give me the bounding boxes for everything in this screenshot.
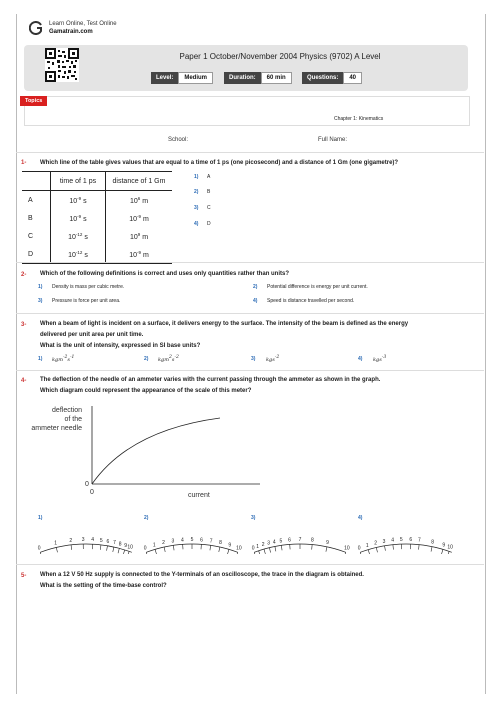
question-number: 3- bbox=[21, 322, 27, 328]
unit: m bbox=[140, 233, 149, 241]
option-number[interactable]: 2) bbox=[144, 356, 149, 362]
scale-label: 7 bbox=[417, 537, 421, 544]
questions-value: 40 bbox=[343, 72, 362, 84]
scale-label: 2 bbox=[261, 542, 265, 549]
qr-code-icon bbox=[45, 48, 79, 82]
table-row bbox=[22, 209, 172, 227]
duration-badge bbox=[224, 72, 292, 84]
table-row bbox=[22, 227, 172, 245]
graph-ylabel: deflection bbox=[52, 407, 82, 414]
base: 10 bbox=[129, 215, 137, 223]
option-number[interactable]: 3) bbox=[38, 298, 43, 304]
scale-label: 6 bbox=[106, 538, 110, 545]
row-letter: B bbox=[28, 214, 33, 222]
exponent: -9 bbox=[77, 195, 82, 201]
meter-scale-option-2[interactable] bbox=[142, 524, 242, 554]
base: 10 bbox=[69, 215, 78, 223]
site-text bbox=[49, 20, 117, 36]
exponent: -12 bbox=[75, 231, 83, 237]
scale-tick bbox=[155, 549, 156, 554]
scale-tick bbox=[118, 548, 119, 553]
questions-badge bbox=[302, 72, 362, 84]
graph-origin-y: 0 bbox=[85, 481, 89, 488]
option-text[interactable]: B bbox=[207, 189, 211, 195]
unit: s bbox=[82, 251, 88, 259]
time-cell bbox=[51, 191, 106, 210]
exponent: -3 bbox=[381, 355, 387, 360]
exponent: 2 bbox=[168, 355, 172, 360]
level-label: Level: bbox=[151, 72, 178, 84]
option-number[interactable]: 2) bbox=[144, 515, 149, 521]
exponent: -9 bbox=[137, 213, 142, 219]
topics-tag[interactable]: Topics bbox=[20, 96, 47, 106]
question-text: delivered per unit area per unit time. bbox=[40, 332, 144, 338]
scale-tick bbox=[164, 547, 165, 552]
scale-label: 3 bbox=[81, 537, 85, 544]
scale-tick bbox=[173, 545, 174, 550]
unit-base: kgm bbox=[158, 357, 169, 363]
full-name-label: Full Name: bbox=[318, 137, 348, 143]
scale-tick bbox=[123, 550, 124, 554]
option-text[interactable]: A bbox=[207, 174, 211, 180]
question-text: Which diagram could represent the appearance of the scale of this meter? bbox=[40, 388, 252, 394]
scale-label: 6 bbox=[409, 537, 413, 544]
table-row bbox=[22, 245, 172, 264]
option-number[interactable]: 4) bbox=[194, 221, 199, 227]
table-header-row bbox=[22, 172, 172, 191]
scale-label: 6 bbox=[200, 537, 203, 544]
scale-label: 1 bbox=[152, 542, 156, 549]
question-text: The deflection of the needle of an ammeter varies with the current passing through the ammeter as shown in the graph. bbox=[40, 377, 381, 383]
scale-tick bbox=[107, 546, 108, 551]
scale-label: 8 bbox=[219, 540, 222, 547]
exponent: -2 bbox=[62, 355, 68, 360]
unit: s bbox=[81, 215, 87, 223]
scale-label: 10 bbox=[447, 544, 453, 551]
option-number[interactable]: 1) bbox=[194, 174, 199, 180]
scale-tick bbox=[219, 547, 220, 552]
scale-tick bbox=[269, 548, 270, 553]
base: 10 bbox=[129, 197, 138, 205]
option-text[interactable] bbox=[158, 355, 179, 363]
option-text[interactable]: Density is mass per cubic metre. bbox=[52, 284, 125, 290]
option-number[interactable]: 1) bbox=[38, 356, 43, 362]
exponent: -9 bbox=[77, 213, 82, 219]
scale-tick bbox=[419, 545, 420, 550]
scale-tick bbox=[281, 545, 282, 550]
graph-ylabel: of the bbox=[64, 416, 82, 423]
distance-cell bbox=[106, 191, 173, 210]
question-text: When a beam of light is incident on a surface, it delivers energy to the surface. The intensity of the beam is defined as the energy bbox=[40, 321, 409, 327]
option-number[interactable]: 4) bbox=[358, 356, 363, 362]
option-number[interactable]: 2) bbox=[194, 189, 199, 195]
question-text: Which of the following definitions is correct and uses only quantities rather than units? bbox=[40, 271, 290, 277]
chapter-label: Chapter 1: Kinematics bbox=[334, 116, 384, 122]
questions-label: Questions: bbox=[302, 72, 343, 84]
exponent: 9 bbox=[137, 231, 141, 237]
divider bbox=[16, 370, 484, 371]
graph-curve bbox=[92, 418, 220, 484]
scale-label: 8 bbox=[431, 539, 435, 546]
base: 10 bbox=[69, 197, 78, 205]
divider bbox=[16, 262, 484, 263]
base: 10 bbox=[129, 233, 138, 241]
scale-tick bbox=[259, 551, 261, 554]
scale-tick bbox=[368, 550, 369, 554]
option-text[interactable] bbox=[52, 355, 74, 363]
scale-label: 10 bbox=[344, 545, 350, 552]
option-number[interactable]: 3) bbox=[251, 356, 256, 362]
question-text: Which line of the table gives values that are equal to a time of 1 ps (one picosecond) and a distance of 1 Gm (one gigametre)? bbox=[40, 160, 399, 166]
scale-tick bbox=[344, 552, 346, 554]
scale-label: 1 bbox=[365, 542, 369, 549]
unit-base: kgs bbox=[373, 357, 382, 363]
scale-label: 3 bbox=[382, 538, 386, 545]
scale-label: 7 bbox=[298, 537, 302, 543]
scale-label: 1 bbox=[54, 540, 58, 547]
distance-cell bbox=[106, 209, 173, 227]
unit: s bbox=[82, 233, 88, 241]
paper-title: Paper 1 October/November 2004 Physics (9702) A Level bbox=[179, 52, 381, 61]
distance-cell bbox=[106, 227, 173, 245]
scale-label: 8 bbox=[311, 537, 314, 544]
meter-scale-option-3[interactable] bbox=[250, 524, 350, 554]
option-number[interactable]: 4) bbox=[253, 298, 258, 304]
q1-table bbox=[22, 171, 172, 264]
exponent: -12 bbox=[75, 249, 83, 255]
option-text[interactable]: Pressure is force per unit area. bbox=[52, 298, 121, 304]
scale-label: 9 bbox=[442, 542, 446, 549]
option-number[interactable]: 2) bbox=[253, 284, 258, 290]
unit-base: s bbox=[171, 357, 175, 363]
scale-tick bbox=[254, 552, 256, 554]
scale-label: 0 bbox=[37, 545, 41, 552]
exponent: -9 bbox=[137, 249, 142, 255]
scale-tick bbox=[100, 545, 101, 550]
scale-tick bbox=[113, 547, 114, 552]
duration-value: 60 min bbox=[261, 72, 292, 84]
scale-label: 5 bbox=[190, 537, 194, 543]
scale-tick bbox=[275, 546, 276, 551]
option-number[interactable]: 3) bbox=[251, 515, 256, 521]
scale-label: 10 bbox=[127, 544, 133, 551]
table-header: time of 1 ps bbox=[51, 172, 106, 191]
scale-tick bbox=[127, 551, 129, 554]
distance-cell bbox=[106, 245, 173, 264]
school-label: School: bbox=[168, 137, 189, 143]
unit: m bbox=[141, 251, 149, 259]
divider bbox=[16, 152, 484, 153]
divider bbox=[16, 564, 484, 565]
row-letter: C bbox=[28, 232, 34, 240]
unit: m bbox=[141, 215, 149, 223]
question-number: 1- bbox=[21, 160, 27, 166]
option-number[interactable]: 3) bbox=[194, 205, 199, 211]
graph-ylabel: ammeter needle bbox=[31, 425, 82, 432]
option-text[interactable] bbox=[373, 355, 386, 363]
option-text[interactable]: Speed is distance travelled per second. bbox=[267, 298, 355, 304]
meter-scale-option-1[interactable] bbox=[36, 524, 136, 554]
scale-tick bbox=[71, 545, 72, 550]
option-number[interactable]: 1) bbox=[38, 515, 43, 521]
exponent: -1 bbox=[69, 355, 75, 360]
scale-label: 2 bbox=[374, 540, 378, 547]
scale-tick bbox=[228, 549, 229, 554]
level-badge bbox=[151, 72, 213, 84]
table-header: distance of 1 Gm bbox=[106, 172, 173, 191]
option-text[interactable]: C bbox=[207, 205, 211, 211]
row-letter: A bbox=[28, 196, 33, 204]
scale-label: 5 bbox=[399, 537, 403, 544]
scale-label: 7 bbox=[209, 538, 213, 545]
scale-label: 10 bbox=[236, 545, 242, 552]
scale-label: 3 bbox=[267, 540, 271, 547]
site-logo[interactable] bbox=[29, 20, 117, 36]
topics-box bbox=[24, 96, 470, 126]
graph-origin-x: 0 bbox=[90, 489, 94, 496]
scale-tick bbox=[393, 545, 394, 550]
time-cell bbox=[51, 245, 106, 264]
scale-label: 0 bbox=[251, 545, 255, 552]
scale-tick bbox=[385, 546, 386, 551]
scale-tick bbox=[326, 547, 327, 552]
scale-label: 6 bbox=[288, 537, 291, 544]
unit-base: kgs bbox=[266, 357, 275, 363]
option-number[interactable]: 1) bbox=[38, 284, 43, 290]
scale-label: 9 bbox=[326, 539, 329, 546]
unit: m bbox=[140, 197, 149, 205]
scale-label: 3 bbox=[171, 538, 175, 545]
scale-label: 0 bbox=[143, 545, 147, 552]
site-domain: Gamatrain.com bbox=[49, 29, 93, 35]
scale-tick bbox=[431, 547, 432, 552]
scale-label: 1 bbox=[256, 543, 260, 550]
base: 10 bbox=[68, 251, 76, 259]
option-text[interactable]: Potential difference is energy per unit current. bbox=[267, 284, 368, 290]
scale-tick bbox=[442, 549, 443, 554]
unit-base: s bbox=[67, 357, 70, 363]
base: 10 bbox=[129, 251, 137, 259]
scale-label: 8 bbox=[118, 541, 122, 548]
gamatrain-logo-icon bbox=[29, 21, 43, 35]
scale-label: 2 bbox=[69, 537, 73, 544]
scale-label: 5 bbox=[99, 537, 103, 544]
exponent: -2 bbox=[174, 355, 179, 360]
scale-label: 9 bbox=[124, 543, 127, 550]
scale-tick bbox=[376, 547, 377, 552]
unit: s bbox=[81, 197, 87, 205]
question-text: When a 12 V 50 Hz supply is connected to the Y-terminals of an oscilloscope, the trace in the diagram is obtained. bbox=[40, 572, 364, 578]
scale-tick bbox=[210, 545, 211, 550]
question-number: 4- bbox=[21, 378, 27, 384]
scale-label: 7 bbox=[113, 540, 116, 547]
scale-tick bbox=[236, 552, 238, 554]
question-text: What is the unit of intensity, expressed in SI base units? bbox=[40, 343, 201, 349]
scale-label: 4 bbox=[391, 537, 395, 544]
scale-label: 0 bbox=[357, 545, 361, 552]
scale-tick bbox=[264, 549, 265, 554]
option-text[interactable]: D bbox=[207, 221, 211, 227]
time-cell bbox=[51, 209, 106, 227]
question-number: 2- bbox=[21, 272, 27, 278]
deflection-current-graph bbox=[20, 400, 280, 505]
table-row bbox=[22, 191, 172, 210]
scale-label: 2 bbox=[162, 540, 165, 547]
option-text[interactable] bbox=[266, 355, 279, 363]
question-number: 5- bbox=[21, 573, 27, 579]
scale-tick bbox=[447, 551, 449, 554]
site-tagline: Learn Online, Test Online bbox=[49, 21, 117, 27]
scale-tick bbox=[146, 552, 148, 554]
graph-xlabel: current bbox=[188, 492, 210, 499]
table-header bbox=[22, 172, 51, 191]
scale-label: 4 bbox=[181, 537, 184, 544]
scale-tick bbox=[40, 552, 42, 554]
exponent: -2 bbox=[274, 355, 280, 360]
scale-label: 4 bbox=[91, 537, 95, 544]
scale-label: 9 bbox=[228, 542, 232, 549]
exponent: 6 bbox=[137, 195, 141, 201]
question-text: What is the setting of the time-base control? bbox=[40, 583, 167, 589]
scale-tick bbox=[360, 552, 362, 554]
time-cell bbox=[51, 227, 106, 245]
base: 10 bbox=[68, 233, 76, 241]
duration-label: Duration: bbox=[224, 72, 261, 84]
scale-label: 4 bbox=[272, 539, 276, 546]
scale-label: 5 bbox=[279, 538, 283, 545]
meter-scale-option-4[interactable] bbox=[356, 524, 456, 554]
scale-tick bbox=[56, 547, 57, 552]
divider bbox=[16, 313, 484, 314]
level-value: Medium bbox=[178, 72, 213, 84]
option-number[interactable]: 4) bbox=[358, 515, 363, 521]
row-letter: D bbox=[22, 245, 51, 264]
unit-base: kgm bbox=[52, 357, 63, 363]
